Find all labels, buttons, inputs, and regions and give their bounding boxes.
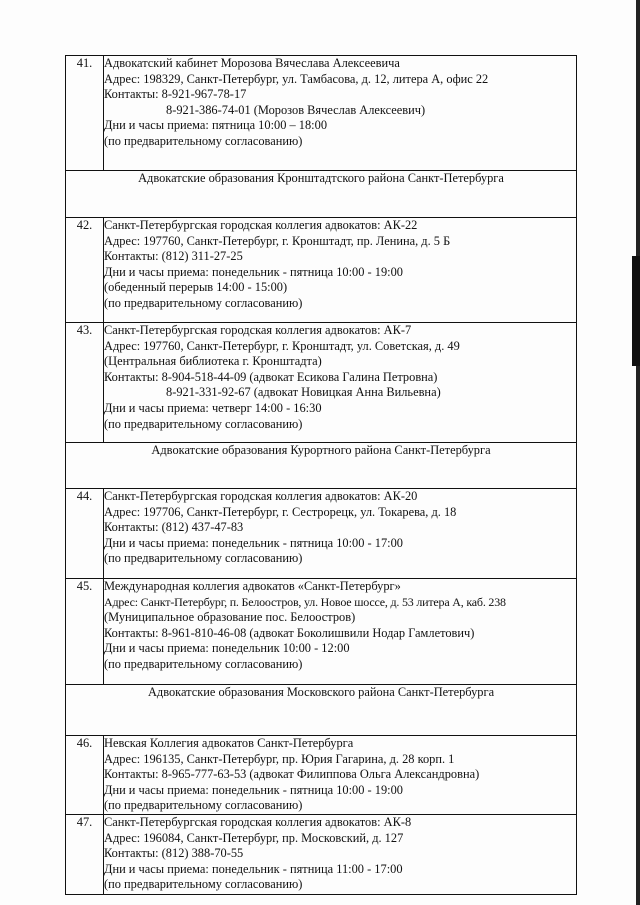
entry-line: Контакты: 8-904-518-44-09 (адвокат Есикова Галина Петровна)	[104, 369, 438, 384]
entry-line: (по предварительному согласованию)	[104, 798, 303, 813]
entry-line: 8-921-331-92-67 (адвокат Новицкая Анна Вильевна)	[166, 385, 441, 400]
entry-line: Санкт-Петербургская городская коллегия адвокатов: АК-8	[104, 814, 412, 829]
entry-line: (Муниципальное образование пос. Белоостров)	[104, 610, 356, 625]
scan-edge-mark	[632, 256, 640, 366]
entry-details	[104, 489, 577, 579]
entry-details	[104, 323, 577, 443]
section-row	[66, 443, 577, 489]
entry-line: Контакты: 8-965-777-63-53 (адвокат Филиппова Ольга Александровна)	[104, 767, 480, 782]
entry-line: (по предварительному согласованию)	[104, 877, 303, 892]
table-row	[66, 489, 577, 579]
entry-number: 43.	[66, 323, 104, 443]
entry-line: Контакты: (812) 388-70-55	[104, 846, 244, 861]
entry-details	[104, 736, 577, 815]
entry-line: Адрес: 196084, Санкт-Петербург, пр. Московский, д. 127	[104, 830, 404, 845]
entry-number: 45.	[66, 579, 104, 685]
section-heading: Адвокатские образования Московского района Санкт-Петербурга	[66, 685, 577, 736]
entry-line: (по предварительному согласованию)	[104, 656, 303, 671]
entry-line: (по предварительному согласованию)	[104, 416, 303, 431]
entry-line: Контакты: (812) 437-47-83	[104, 520, 244, 535]
table-row	[66, 579, 577, 685]
section-heading: Адвокатские образования Кронштадтского района Санкт-Петербурга	[66, 171, 577, 218]
section-row	[66, 685, 577, 736]
entry-details	[104, 579, 577, 685]
entry-line: Адрес: 197760, Санкт-Петербург, г. Кронштадт, пр. Ленина, д. 5 Б	[104, 233, 451, 248]
entry-details	[104, 814, 577, 894]
entry-line: Международная коллегия адвокатов «Санкт-Петербург»	[104, 579, 401, 593]
entry-line: Адрес: 197706, Санкт-Петербург, г. Сестрорецк, ул. Токарева, д. 18	[104, 504, 457, 519]
entry-number: 41.	[66, 56, 104, 171]
entry-line: (обеденный перерыв 14:00 - 15:00)	[104, 280, 288, 295]
entry-line: Адрес: 198329, Санкт-Петербург, ул. Тамбасова, д. 12, литера А, офис 22	[104, 71, 489, 86]
entry-line: (по предварительному согласованию)	[104, 295, 303, 310]
entry-line: Санкт-Петербургская городская коллегия адвокатов: АК-22	[104, 218, 418, 232]
entry-line: Невская Коллегия адвокатов Санкт-Петербурга	[104, 736, 354, 750]
section-row	[66, 171, 577, 218]
entry-line: Санкт-Петербургская городская коллегия адвокатов: АК-7	[104, 323, 412, 337]
table-row	[66, 56, 577, 171]
entry-line: Дни и часы приема: понедельник - пятница 10:00 - 19:00	[104, 264, 403, 279]
entry-line: Адвокатский кабинет Морозова Вячеслава Алексеевича	[104, 56, 400, 70]
entry-line: Дни и часы приема: понедельник - пятница 10:00 - 17:00	[104, 535, 403, 550]
entry-number: 47.	[66, 814, 104, 894]
section-heading: Адвокатские образования Курортного района Санкт-Петербурга	[66, 443, 577, 489]
entry-line: Дни и часы приема: четверг 14:00 - 16:30	[104, 400, 322, 415]
entry-number: 42.	[66, 218, 104, 323]
advocates-table	[65, 55, 577, 895]
entry-line: Санкт-Петербургская городская коллегия адвокатов: АК-20	[104, 489, 418, 503]
entry-details	[104, 218, 577, 323]
entry-details	[104, 56, 577, 171]
entry-number: 46.	[66, 736, 104, 815]
entry-line: Контакты: (812) 311-27-25	[104, 249, 243, 264]
entry-number: 44.	[66, 489, 104, 579]
entry-line: 8-921-386-74-01 (Морозов Вячеслав Алексеевич)	[166, 102, 426, 117]
entry-line: Контакты: 8-961-810-46-08 (адвокат Боколишвили Нодар Гамлетович)	[104, 625, 475, 640]
entry-line: Адрес: 196135, Санкт-Петербург, пр. Юрия Гагарина, д. 28 корп. 1	[104, 751, 455, 766]
entry-line: Дни и часы приема: понедельник - пятница 11:00 - 17:00	[104, 861, 403, 876]
entry-line: (по предварительному согласованию)	[104, 133, 303, 148]
entry-line: Дни и часы приема: понедельник - пятница 10:00 - 19:00	[104, 782, 403, 797]
entry-line: Адрес: 197760, Санкт-Петербург, г. Кронштадт, ул. Советская, д. 49	[104, 338, 460, 353]
entry-line: (Центральная библиотека г. Кронштадта)	[104, 354, 322, 369]
entry-line: Адрес: Санкт-Петербург, п. Белоостров, ул. Новое шоссе, д. 53 литера А, каб. 238	[104, 594, 506, 609]
entry-line: (по предварительному согласованию)	[104, 551, 303, 566]
table-row	[66, 736, 577, 815]
entry-line: Дни и часы приема: понедельник 10:00 - 12:00	[104, 641, 350, 656]
table-row	[66, 323, 577, 443]
entry-line: Дни и часы приема: пятница 10:00 – 18:00	[104, 118, 328, 133]
scan-edge	[636, 0, 640, 905]
entry-line: Контакты: 8-921-967-78-17	[104, 87, 247, 102]
table-row	[66, 814, 577, 894]
table-row	[66, 218, 577, 323]
